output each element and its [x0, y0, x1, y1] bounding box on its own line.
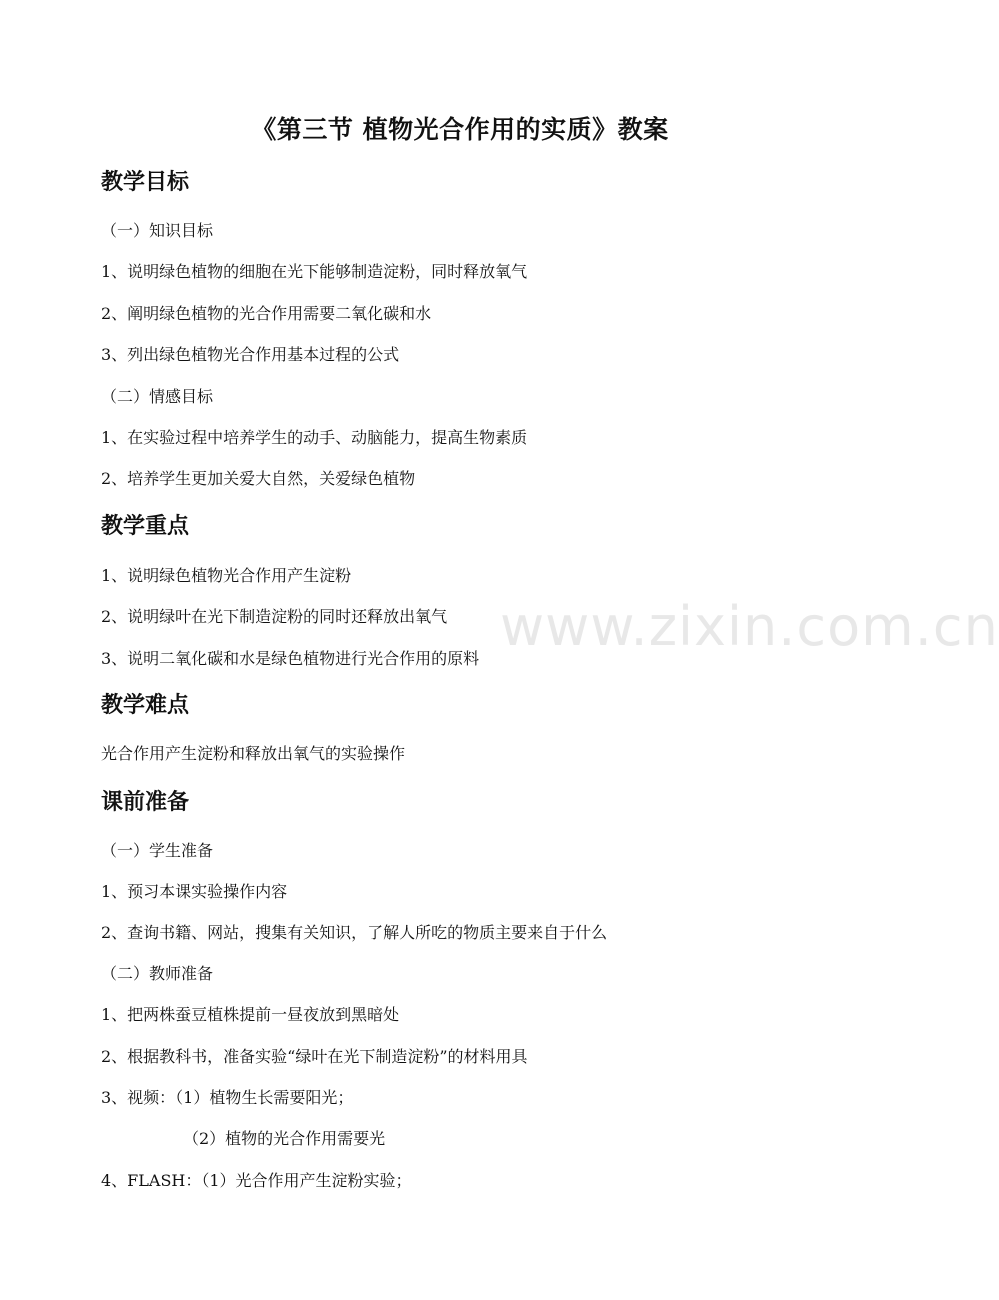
- section-heading-difficulties: 教学难点: [101, 693, 190, 718]
- preparation-line-indented: （2）植物的光合作用需要光: [183, 1129, 386, 1148]
- preparation-line: 4、FLASH：（1）光合作用产生淀粉实验；: [101, 1171, 412, 1190]
- preparation-line: 3、视频：（1）植物生长需要阳光；: [101, 1088, 354, 1107]
- document-title: 《第三节 植物光合作用的实质》教案: [251, 115, 669, 144]
- section-heading-preparation: 课前准备: [101, 790, 190, 815]
- difficulty-line: 光合作用产生淀粉和释放出氧气的实验操作: [101, 744, 406, 763]
- section-heading-teaching-goals: 教学目标: [101, 170, 190, 195]
- key-point-line: 1、说明绿色植物光合作用产生淀粉: [101, 566, 352, 585]
- preparation-line: 2、根据教科书，准备实验“绿叶在光下制造淀粉”的材料用具: [101, 1047, 528, 1066]
- preparation-line: 2、查询书籍、网站，搜集有关知识，了解人所吃的物质主要来自于什么: [101, 923, 608, 942]
- goal-line: 2、阐明绿色植物的光合作用需要二氧化碳和水: [101, 304, 432, 323]
- subheading-emotional-goals: （二）情感目标: [101, 387, 214, 406]
- subheading-knowledge-goals: （一）知识目标: [101, 221, 214, 240]
- key-point-line: 3、说明二氧化碳和水是绿色植物进行光合作用的原料: [101, 649, 480, 668]
- subheading-teacher-preparation: （二）教师准备: [101, 964, 214, 983]
- watermark-text: www.zixin.com.cn: [500, 595, 999, 658]
- subheading-student-preparation: （一）学生准备: [101, 841, 214, 860]
- goal-line: 1、说明绿色植物的细胞在光下能够制造淀粉，同时释放氧气: [101, 262, 528, 281]
- preparation-line: 1、预习本课实验操作内容: [101, 882, 288, 901]
- goal-line: 3、列出绿色植物光合作用基本过程的公式: [101, 345, 400, 364]
- goal-line: 2、培养学生更加关爱大自然，关爱绿色植物: [101, 469, 416, 488]
- goal-line: 1、在实验过程中培养学生的动手、动脑能力，提高生物素质: [101, 428, 528, 447]
- section-heading-key-points: 教学重点: [101, 514, 190, 539]
- key-point-line: 2、说明绿叶在光下制造淀粉的同时还释放出氧气: [101, 607, 448, 626]
- preparation-line: 1、把两株蚕豆植株提前一昼夜放到黑暗处: [101, 1005, 400, 1024]
